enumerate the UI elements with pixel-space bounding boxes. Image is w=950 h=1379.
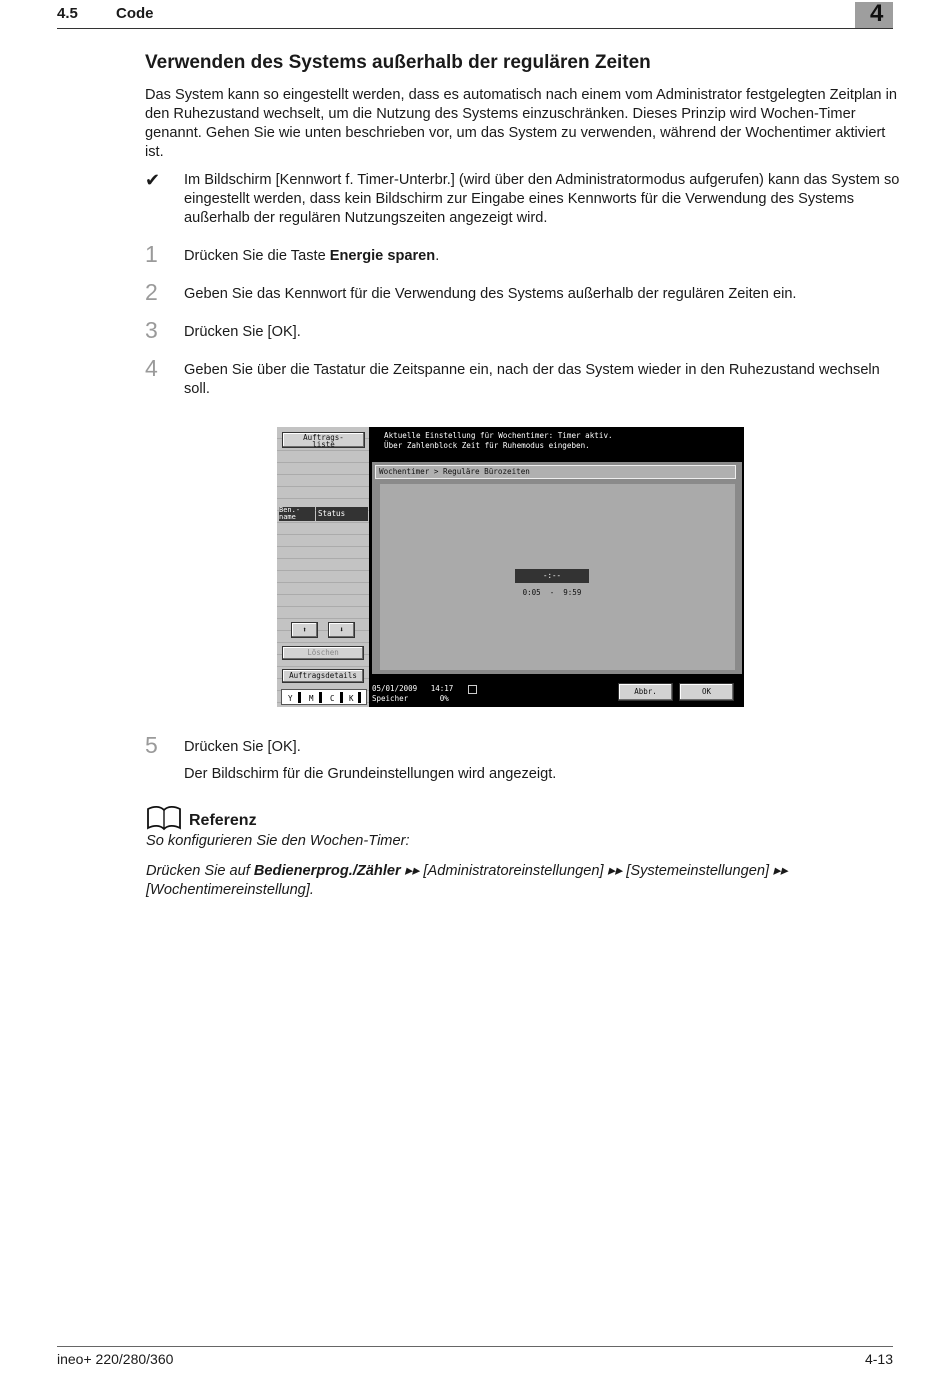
column-header-status: Status: [316, 507, 368, 521]
section-title: Verwenden des Systems außerhalb der regulären Zeiten: [145, 52, 651, 73]
page-number: 4-13: [864, 1351, 893, 1367]
checkmark-icon: ✔: [145, 170, 161, 190]
section-number: 4.5: [57, 5, 78, 22]
delete-button[interactable]: Löschen: [282, 646, 364, 660]
step-text: Drücken Sie die Taste Energie sparen.: [184, 248, 440, 264]
step-number: 5: [145, 732, 158, 758]
step-number: 3: [145, 317, 158, 343]
column-header-name: Ben.- name: [279, 507, 315, 521]
intro-paragraph: Das System kann so eingestellt werden, dass es automatisch nach einem vom Administrator festgelegten Zeitplan in den Ruhezustand wechselt, um die Nutzung des Systems einzuschränken. Dieses Prinzip wird Wochen-Timer genannt. Gehen Sie wie unten beschrieben vor, um das System zu verwenden, während der Wochentimer aktiviert ist.: [145, 87, 897, 160]
scroll-up-button[interactable]: ⬆: [291, 622, 318, 638]
step-number: 4: [145, 355, 158, 381]
reference-title: Referenz: [189, 812, 257, 829]
toner-label-m: M: [309, 694, 314, 703]
toner-label-k: K: [349, 694, 354, 703]
chapter-number: 4: [870, 0, 884, 27]
toner-label-y: Y: [288, 694, 293, 703]
step-text: Geben Sie über die Tastatur die Zeitspanne ein, nach der das System wieder in den Ruhezustand wechseln soll.: [184, 362, 880, 397]
status-message: Aktuelle Einstellung für Wochentimer: Timer aktiv. Über Zahlenblock Zeit für Ruhemodus eingeben.: [384, 431, 613, 450]
step-number: 2: [145, 279, 158, 305]
reference-path: Drücken Sie auf Bedienerprog./Zähler ▸▸ [Administratoreinstellungen] ▸▸ [Systemeinstellungen] ▸▸ [Wochentimereinstellung].: [146, 863, 788, 898]
job-list-button[interactable]: Auftrags- liste: [282, 432, 365, 448]
main-area: [372, 462, 742, 674]
toner-label-c: C: [330, 694, 335, 703]
breadcrumb: Wochentimer > Reguläre Bürozeiten: [375, 465, 736, 479]
date-time: 05/01/2009 14:17: [372, 684, 454, 693]
job-details-button[interactable]: Auftragsdetails: [282, 669, 364, 683]
section-header-title: Code: [116, 5, 154, 22]
step-text: Drücken Sie [OK].: [184, 324, 301, 340]
header-rule: [57, 28, 893, 29]
step-result: Der Bildschirm für die Grundeinstellungen wird angezeigt.: [184, 766, 557, 782]
memory-status: Speicher 0%: [372, 694, 449, 703]
step-text: Drücken Sie [OK].: [184, 739, 301, 755]
ok-button[interactable]: OK: [679, 683, 734, 701]
time-range: 0:05 - 9:59: [522, 588, 582, 597]
reference-line: So konfigurieren Sie den Wochen-Timer:: [146, 833, 410, 849]
status-icon: [468, 685, 477, 694]
time-input[interactable]: -:--: [515, 569, 589, 583]
footer-rule: [57, 1346, 893, 1347]
job-list-column: [277, 427, 369, 707]
device-screenshot: [277, 427, 744, 707]
scroll-down-button[interactable]: ⬇: [328, 622, 355, 638]
step-number: 1: [145, 241, 158, 267]
step-text: Geben Sie das Kennwort für die Verwendung des Systems außerhalb der regulären Zeiten ein.: [184, 286, 797, 302]
footer-model: ineo+ 220/280/360: [57, 1351, 174, 1367]
note-text: Im Bildschirm [Kennwort f. Timer-Unterbr.] (wird über den Administratormodus aufgerufen) kann das System so eingestellt werden, dass kein Bildschirm zur Eingabe eines Kennworts für die Verwendung des Systems außerhalb der regulären Nutzungszeiten angezeigt wird.: [184, 172, 900, 226]
cancel-button[interactable]: Abbr.: [618, 683, 673, 701]
toner-indicator: [281, 689, 367, 705]
